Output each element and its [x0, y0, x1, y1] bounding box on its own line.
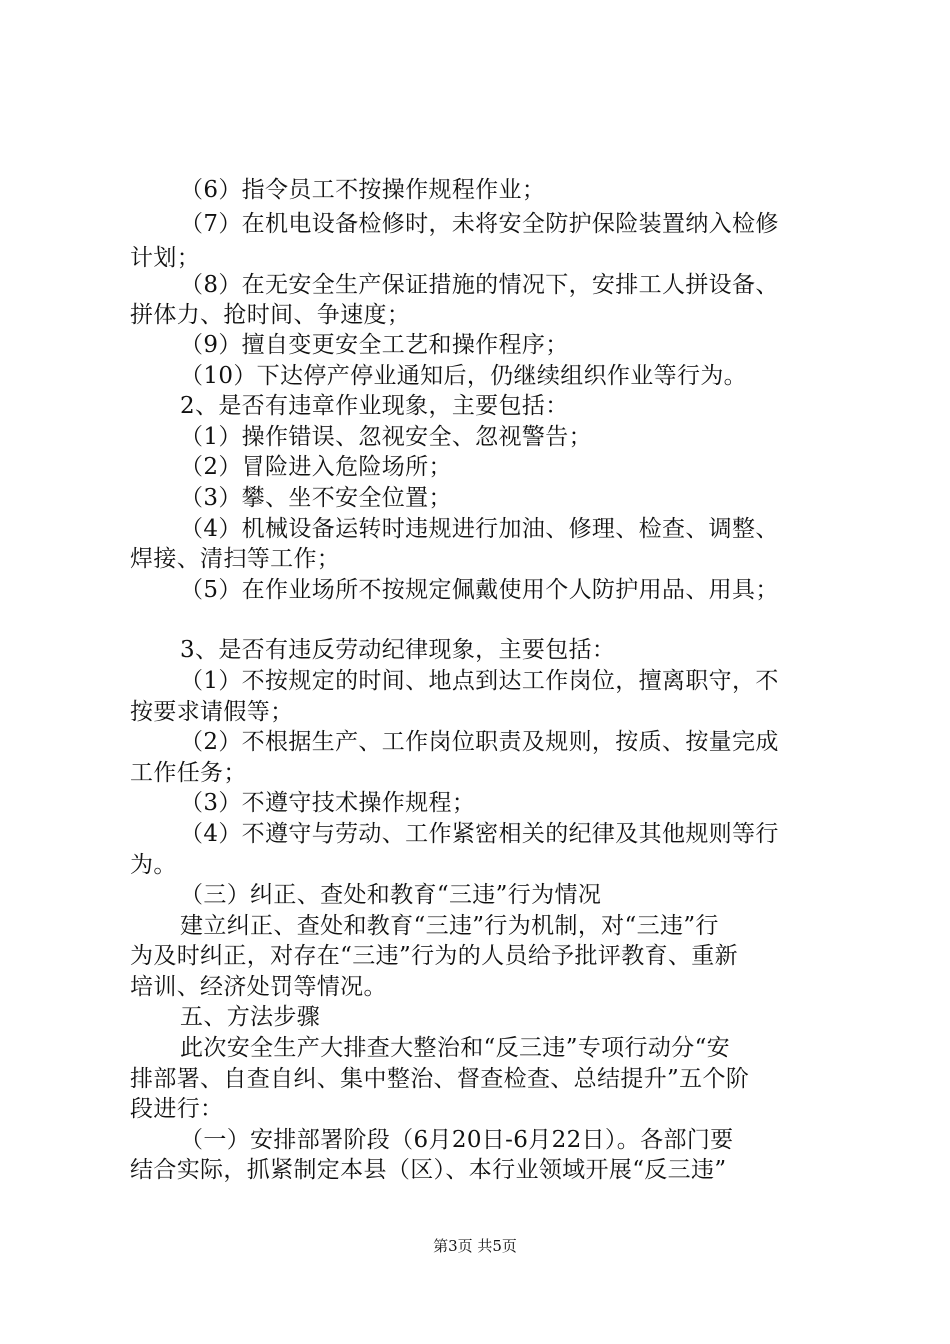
text-line: 结合实际，抓紧制定本县（区）、本行业领域开展“反三违”: [130, 1157, 727, 1183]
text-line: 此次安全生产大排查大整治和“反三违”专项行动分“安: [180, 1035, 731, 1061]
text-line: 拼体力、抢时间、争速度；: [130, 302, 411, 328]
text-line: （2）冒险进入危险场所；: [180, 454, 452, 480]
text-line: 工作任务；: [130, 760, 247, 786]
text-line: （8）在无安全生产保证措施的情况下，安排工人拼设备、: [180, 272, 779, 298]
text-line: 为及时纠正，对存在“三违”行为的人员给予批评教育、重新: [130, 943, 738, 969]
text-line: （3）攀、坐不安全位置；: [180, 485, 452, 511]
text-line: 为。: [130, 852, 177, 878]
text-line: （10）下达停产停业通知后，仍继续组织作业等行为。: [180, 363, 748, 389]
page-footer: 第3页 共5页: [433, 1237, 517, 1255]
section-heading: （三）纠正、查处和教育“三违”行为情况: [180, 882, 602, 908]
text-line: 计划；: [130, 245, 201, 271]
text-line: （9）擅自变更安全工艺和操作程序；: [180, 332, 569, 358]
text-line: （4）机械设备运转时违规进行加油、修理、检查、调整、: [180, 516, 779, 542]
text-line: 排部署、自查自纠、集中整治、督查检查、总结提升”五个阶: [130, 1066, 750, 1092]
text-line: （一）安排部署阶段（6月20日-6月22日）。各部门要: [180, 1127, 734, 1153]
text-line: （3）不遵守技术操作规程；: [180, 790, 476, 816]
text-line: （2）不根据生产、工作岗位职责及规则，按质、按量完成: [180, 729, 779, 755]
text-line: 3、是否有违反劳动纪律现象，主要包括：: [180, 637, 616, 663]
text-line: 按要求请假等；: [130, 699, 294, 725]
text-line: 培训、经济处罚等情况。: [130, 974, 387, 1000]
text-line: 焊接、清扫等工作；: [130, 546, 341, 572]
text-line: 建立纠正、查处和教育“三违”行为机制，对“三违”行: [180, 913, 719, 939]
text-line: 段进行：: [130, 1096, 224, 1122]
text-line: （7）在机电设备检修时，未将安全防护保险装置纳入检修: [180, 211, 779, 237]
text-line: 2、是否有违章作业现象，主要包括：: [180, 393, 569, 419]
text-line: （4）不遵守与劳动、工作紧密相关的纪律及其他规则等行: [180, 821, 779, 847]
text-line: （6）指令员工不按操作规程作业；: [180, 177, 546, 203]
text-line: （1）不按规定的时间、地点到达工作岗位，擅离职守，不: [180, 668, 779, 694]
section-heading: 五、方法步骤: [180, 1004, 321, 1030]
text-line: （5）在作业场所不按规定佩戴使用个人防护用品、用具；: [180, 577, 779, 603]
text-line: （1）操作错误、忽视安全、忽视警告；: [180, 424, 592, 450]
